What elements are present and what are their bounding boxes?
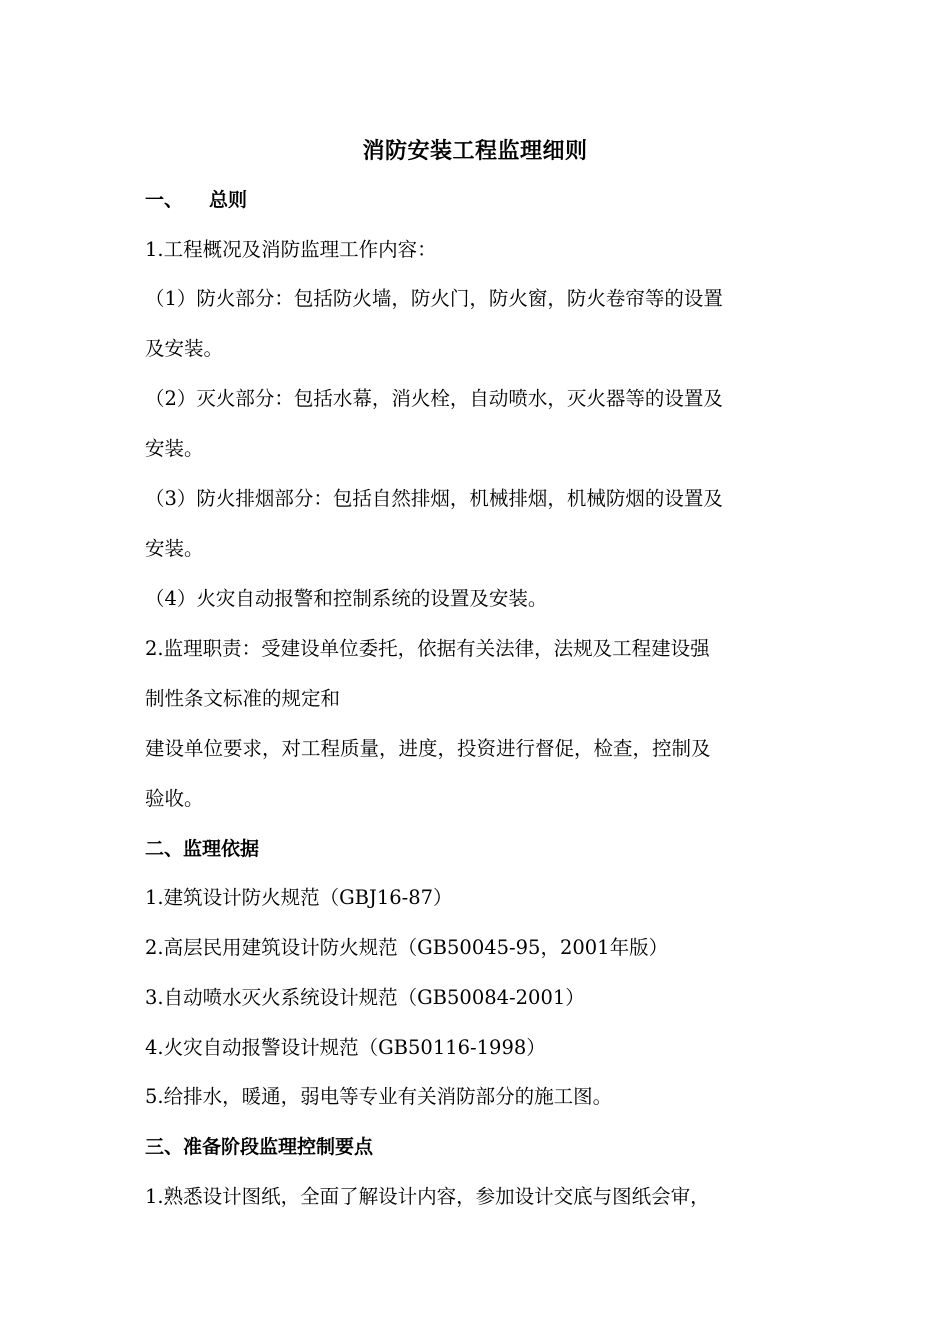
paragraph-line: 制性条文标准的规定和 xyxy=(145,687,341,710)
list-item: 4.火灾自动报警设计规范（GB50116-1998） xyxy=(145,1036,546,1059)
paragraph-line: 及安装。 xyxy=(145,337,224,360)
list-item: 1.建筑设计防火规范（GBJ16-87） xyxy=(145,886,453,909)
paragraph-line: 1.熟悉设计图纸，全面了解设计内容，参加设计交底与图纸会审， xyxy=(145,1185,710,1208)
list-item: 2.高层民用建筑设计防火规范（GB50045-95，2001年版） xyxy=(145,936,669,959)
paragraph-line: 安装。 xyxy=(145,437,204,460)
section-2-heading: 二、监理依据 xyxy=(145,838,260,860)
paragraph-line: 2.监理职责：受建设单位委托，依据有关法律，法规及工程建设强 xyxy=(145,637,710,660)
paragraph-line: （1）防火部分：包括防火墙，防火门，防火窗，防火卷帘等的设置 xyxy=(145,287,723,310)
paragraph-line: （3）防火排烟部分：包括自然排烟，机械排烟，机械防烟的设置及 xyxy=(145,487,723,510)
paragraph-line: 安装。 xyxy=(145,537,204,560)
paragraph-line: 建设单位要求，对工程质量，进度，投资进行督促，检查，控制及 xyxy=(145,737,711,760)
section-3-heading: 三、准备阶段监理控制要点 xyxy=(145,1136,374,1158)
section-1-item-1-heading: 1.工程概况及消防监理工作内容： xyxy=(145,238,437,261)
paragraph-line: （4）火灾自动报警和控制系统的设置及安装。 xyxy=(145,587,548,610)
section-1-title: 总则 xyxy=(209,189,248,211)
section-1-number: 一、 xyxy=(145,189,184,211)
section-1-heading xyxy=(145,186,247,214)
list-item: 5.给排水，暖通，弱电等专业有关消防部分的施工图。 xyxy=(145,1085,613,1108)
list-item: 3.自动喷水灭火系统设计规范（GB50084-2001） xyxy=(145,986,585,1009)
paragraph-line: 验收。 xyxy=(145,787,204,810)
document-title: 消防安装工程监理细则 xyxy=(362,138,588,164)
paragraph-line: （2）灭火部分：包括水幕，消火栓，自动喷水，灭火器等的设置及 xyxy=(145,387,723,410)
